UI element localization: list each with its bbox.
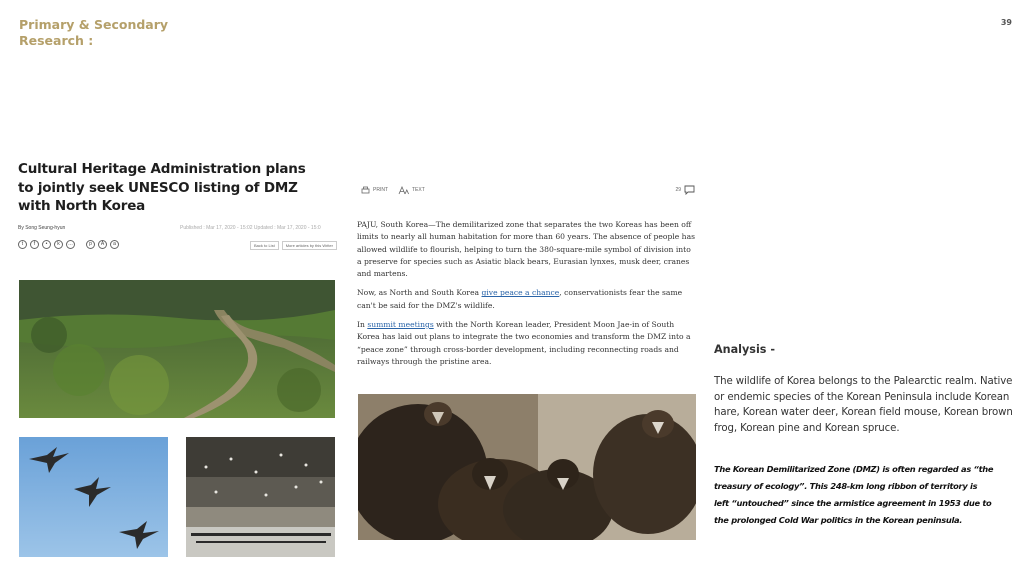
twitter-icon[interactable]: t	[18, 240, 27, 249]
comment-count: 29	[675, 187, 681, 193]
article-toolbar	[361, 184, 695, 196]
comments-button[interactable]	[675, 185, 695, 195]
text-size-tool[interactable]	[398, 186, 425, 195]
page-number: 39	[1000, 18, 1012, 27]
flock-wetland-photo	[186, 437, 335, 557]
article-paragraph: In summit meetings with the North Korean leader, President Moon Jae-in of South Korea has laid out plans to integrate the two economies and transform the DMZ into a “peace zone” through cross-border development, including reconnecting roads and railways through the pristine area.	[357, 320, 691, 366]
print-icon[interactable]: p	[86, 240, 95, 249]
comment-icon	[684, 185, 695, 195]
dmz-aerial-photo	[19, 280, 335, 418]
vultures-photo	[358, 394, 696, 540]
analysis-body: The wildlife of Korea belongs to the Palearctic realm. Native or endemic species of the Korean Peninsula include Korean hare, Korean water deer, Korean field mouse, Korean brown frog, Korean pine and Korean spruce.	[714, 376, 1013, 434]
font-larger-icon[interactable]: A	[98, 240, 107, 249]
back-to-list-button[interactable]: Back to List	[250, 241, 279, 250]
facebook-icon[interactable]: f	[30, 240, 39, 249]
message-icon[interactable]: •	[42, 240, 51, 249]
give-peace-link[interactable]: give peace a chance	[481, 288, 560, 298]
article-nav-buttons	[250, 241, 337, 250]
printer-icon	[361, 186, 370, 195]
print-label: PRINT	[373, 187, 388, 193]
more-icon[interactable]: …	[68, 241, 73, 247]
section-title: Primary & Secondary Research :	[19, 17, 169, 48]
summit-meetings-link[interactable]: summit meetings	[367, 320, 434, 330]
handwritten-note: The Korean Demilitarized Zone (DMZ) is often regarded as “the treasury of ecology”. This 248-km long ribbon of territory is left “untouched” since the armistice agreement in 1953 due to the prolonged Cold War politics in the Korean peninsula.	[714, 464, 994, 525]
article-headline: Cultural Heritage Administration plans to jointly seek UNESCO listing of DMZ with North Korea	[18, 161, 306, 214]
article-paragraph: Now, as North and South Korea give peace a chance, conservationists fear the same can't be said for the DMZ's wildlife.	[357, 288, 683, 310]
article-byline: By Song Seung-hyun	[18, 225, 66, 231]
cranes-sky-photo	[19, 437, 168, 557]
text-label: TEXT	[412, 187, 425, 193]
font-smaller-icon[interactable]: a	[110, 240, 119, 249]
share-icons-row	[18, 240, 119, 249]
more-articles-button[interactable]: More articles by this Writer	[282, 241, 337, 250]
analysis-heading: Analysis -	[714, 343, 775, 356]
print-tool[interactable]	[361, 186, 388, 195]
article-paragraph: PAJU, South Korea—The demilitarized zone that separates the two Koreas has been off limits to nearly all human habitation for more than 60 years. The absence of people has allowed wildlife to flourish, helping to turn the 380-square-mile symbol of division into a preserve for species such as Asiatic black bears, Eurasian lynxes, musk deer, cranes and martens.	[357, 220, 695, 279]
kakao-icon[interactable]: k	[54, 240, 63, 249]
article-body	[357, 219, 697, 375]
article-dates: Published : Mar 17, 2020 - 15:02 Updated : Mar 17, 2020 - 15:0	[180, 225, 321, 231]
text-size-icon	[398, 186, 409, 195]
